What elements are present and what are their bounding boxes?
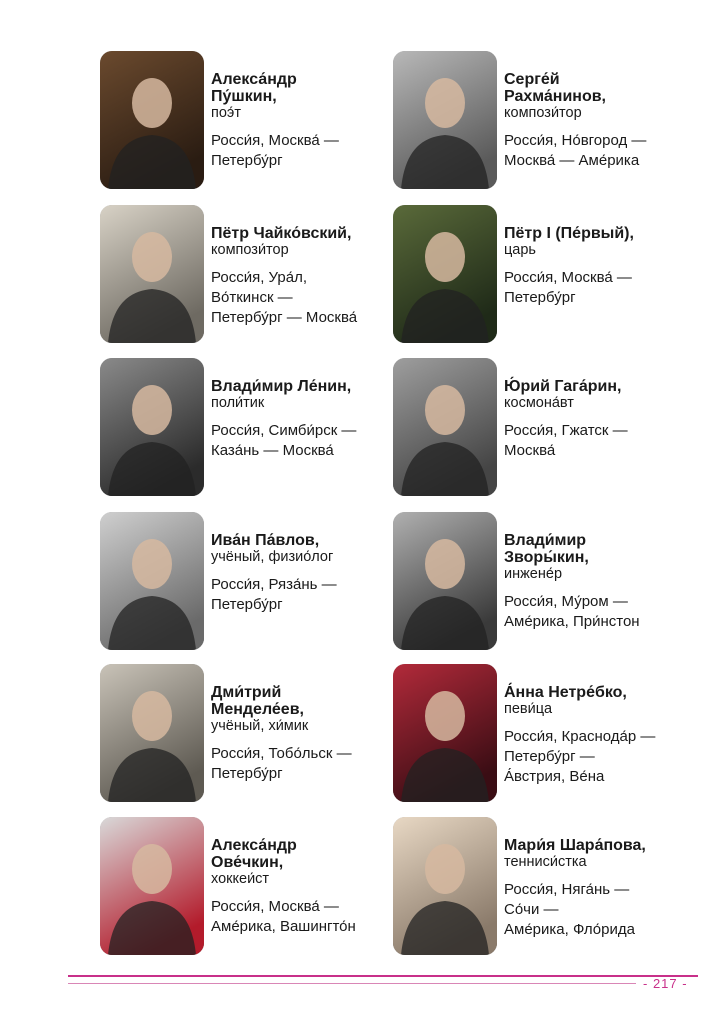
place-line: Росси́я, Краснода́р — — [504, 728, 656, 745]
place-line: Петербу́рг — — [504, 748, 595, 765]
place-line: А́встрия, Ве́на — [504, 768, 605, 785]
place-line: Петербу́рг — [211, 765, 283, 782]
person-name: Пу́шкин, — [211, 88, 277, 105]
person-name: А́нна Нетре́бко, — [504, 684, 627, 701]
person-name: Зворы́кин, — [504, 549, 589, 566]
footer-divider-thin — [68, 983, 636, 984]
place-line: Петербу́рг — Москва́ — [211, 309, 358, 326]
person-places — [504, 727, 704, 787]
footer-divider — [68, 975, 698, 977]
portrait-photo — [100, 817, 204, 955]
place-line: Петербу́рг — [504, 289, 576, 306]
portrait-photo — [100, 51, 204, 189]
portrait-photo — [393, 664, 497, 802]
person-name: Алекса́ндр — [211, 837, 297, 854]
person-name: Дми́трий — [211, 684, 282, 701]
portrait-photo — [100, 358, 204, 496]
person-name: Рахма́нинов, — [504, 88, 606, 105]
place-line: Росси́я, Ура́л, — [211, 269, 307, 286]
person-card — [393, 51, 693, 191]
person-name: Пётр I (Пе́рвый), — [504, 225, 634, 242]
portrait-photo — [393, 51, 497, 189]
place-line: Росси́я, Гжатск — — [504, 422, 628, 439]
person-name: Ове́чкин, — [211, 854, 284, 871]
person-info — [211, 378, 411, 461]
portrait-photo — [100, 205, 204, 343]
person-role: компози́тор — [211, 242, 289, 258]
person-info — [504, 71, 704, 171]
page-number: - 217 - — [643, 976, 688, 991]
person-card — [393, 205, 693, 345]
person-card — [393, 664, 693, 804]
person-places — [211, 421, 411, 461]
place-line: Москва́ — Аме́рика — [504, 152, 640, 169]
person-places — [211, 575, 411, 615]
person-card — [100, 817, 400, 957]
person-places — [211, 131, 411, 171]
person-info — [211, 684, 411, 784]
place-line: Росси́я, Москва́ — — [504, 269, 632, 286]
place-line: Аме́рика, Фло́рида — [504, 921, 635, 938]
person-places — [504, 592, 704, 632]
place-line: Росси́я, Му́ром — — [504, 593, 628, 610]
place-line: Аме́рика, При́нстон — [504, 613, 640, 630]
person-name: Пётр Чайко́вский, — [211, 225, 352, 242]
person-card — [100, 205, 400, 345]
portrait-photo — [393, 205, 497, 343]
person-name: Влади́мир Ле́нин, — [211, 378, 352, 395]
person-card — [393, 358, 693, 498]
person-places — [504, 268, 704, 308]
portrait-photo — [393, 358, 497, 496]
person-places — [504, 131, 704, 171]
person-card — [100, 512, 400, 652]
person-info — [211, 837, 411, 937]
person-info — [504, 532, 704, 632]
person-places — [211, 268, 411, 328]
person-places — [211, 897, 411, 937]
place-line: Росси́я, Тобо́льск — — [211, 745, 352, 762]
person-role: учёный, физио́лог — [211, 549, 334, 565]
place-line: Аме́рика, Вашингто́н — [211, 918, 356, 935]
portrait-photo — [393, 817, 497, 955]
person-info — [504, 684, 704, 787]
place-line: Росси́я, Москва́ — — [211, 132, 339, 149]
place-line: Петербу́рг — [211, 152, 283, 169]
person-card — [100, 358, 400, 498]
place-line: Москва́ — [504, 442, 556, 459]
person-role: инжене́р — [504, 566, 563, 582]
person-card — [393, 817, 693, 957]
place-line: Росси́я, Няга́нь — — [504, 881, 630, 898]
person-card — [100, 51, 400, 191]
person-name: Ю́рий Гага́рин, — [504, 378, 622, 395]
person-name: Влади́мир — [504, 532, 587, 549]
person-card — [100, 664, 400, 804]
place-line: Росси́я, Симби́рск — — [211, 422, 357, 439]
person-info — [211, 532, 411, 615]
person-role: певи́ца — [504, 701, 553, 717]
portrait-photo — [100, 664, 204, 802]
person-places — [504, 421, 704, 461]
person-role: учёный, хи́мик — [211, 718, 309, 734]
person-name: Менделе́ев, — [211, 701, 304, 718]
person-name: Ива́н Па́влов, — [211, 532, 320, 549]
person-role: хоккеи́ст — [211, 871, 270, 887]
person-card — [393, 512, 693, 652]
place-line: Росси́я, Ряза́нь — — [211, 576, 337, 593]
person-role: космона́вт — [504, 395, 574, 411]
place-line: Во́ткинск — — [211, 289, 293, 306]
place-line: Со́чи — — [504, 901, 559, 918]
person-name: Серге́й — [504, 71, 560, 88]
person-role: тенниси́стка — [504, 854, 587, 870]
person-role: поли́тик — [211, 395, 265, 411]
place-line: Петербу́рг — [211, 596, 283, 613]
person-info — [504, 837, 704, 940]
person-places — [504, 880, 704, 940]
person-info — [504, 225, 704, 308]
place-line: Росси́я, Но́вгород — — [504, 132, 647, 149]
person-info — [211, 71, 411, 171]
person-role: компози́тор — [504, 105, 582, 121]
person-info — [211, 225, 411, 328]
person-name: Мари́я Шара́пова, — [504, 837, 646, 854]
person-places — [211, 744, 411, 784]
person-role: царь — [504, 242, 536, 258]
person-info — [504, 378, 704, 461]
place-line: Каза́нь — Москва́ — [211, 442, 334, 459]
person-name: Алекса́ндр — [211, 71, 297, 88]
portrait-photo — [393, 512, 497, 650]
place-line: Росси́я, Москва́ — — [211, 898, 339, 915]
person-role: поэ́т — [211, 105, 241, 121]
portrait-photo — [100, 512, 204, 650]
